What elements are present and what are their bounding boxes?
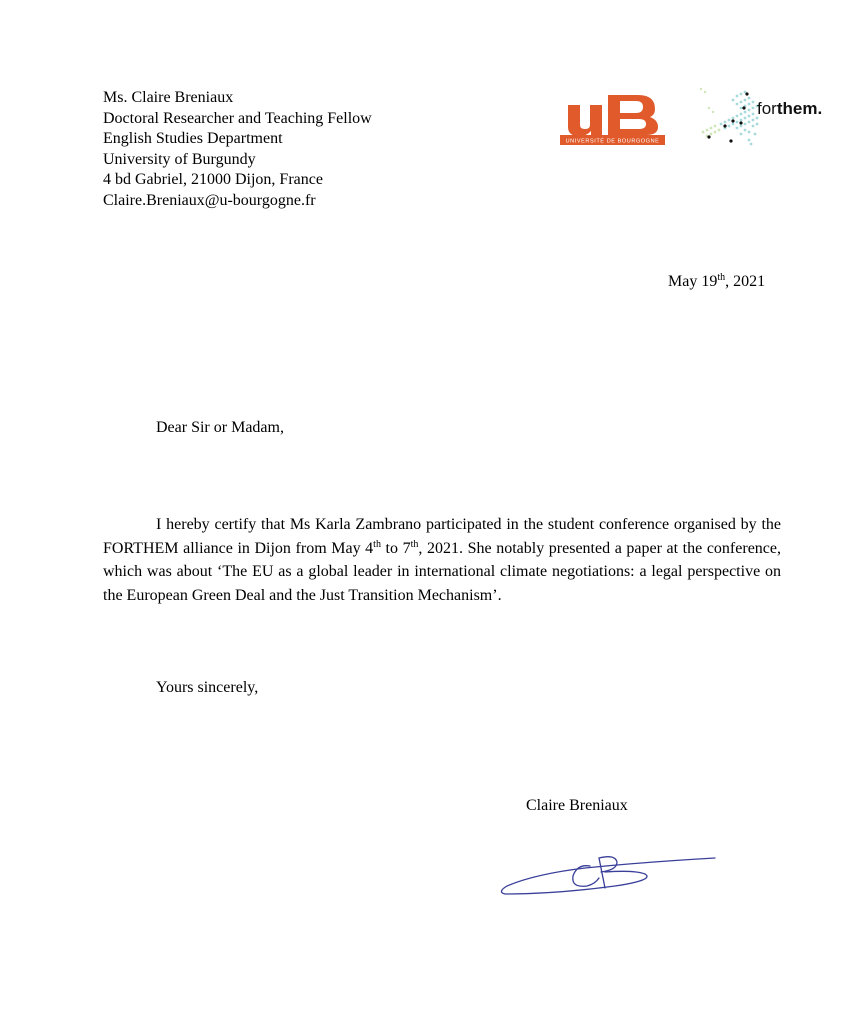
letter-date	[668, 273, 765, 291]
sender-name: Ms. Claire Breniaux	[103, 89, 234, 106]
closing: Yours sincerely,	[156, 679, 259, 696]
ub-logo-b	[608, 95, 658, 135]
sender-university: University of Burgundy	[103, 150, 256, 168]
sender-title: Doctoral Researcher and Teaching Fellow	[103, 109, 372, 127]
svg-text:UNIVERSITÉ DE BOURGOGNE: UNIVERSITÉ DE BOURGOGNE	[565, 138, 660, 145]
sender-email: Claire.Breniaux@u-bourgogne.fr	[103, 191, 316, 209]
university-of-burgundy-logo	[560, 95, 665, 147]
svg-text:forthem.: forthem.	[757, 99, 823, 118]
handwritten-signature	[495, 850, 720, 902]
salutation: Dear Sir or Madam,	[156, 419, 284, 436]
body-part-3: , 2021. She notably presented a paper at the conference, which was about ‘The EU as a global leader in international climate negotiations: a legal perspective on the European Green Deal and the Just Transition Mechanism’.	[103, 539, 781, 604]
sender-department: English Studies Department	[103, 130, 283, 147]
signature-c	[573, 866, 599, 887]
date-ordinal: th	[717, 272, 726, 283]
signature-swash	[501, 858, 715, 894]
sender-address: 4 bd Gabriel, 21000 Dijon, France	[103, 171, 323, 188]
body-ordinal-1: th	[373, 538, 381, 550]
sender-address-block	[103, 88, 372, 211]
letter-body	[103, 513, 781, 607]
date-year: , 2021	[725, 273, 766, 290]
body-ordinal-2: th	[410, 538, 419, 550]
body-part-2: to 7	[380, 539, 411, 557]
body-part-1: I hereby certify that Ms Karla Zambrano participated in the student conference organised by the FORTHEM alliance in Dijon from May 4	[103, 516, 781, 557]
signer-name: Claire Breniaux	[526, 797, 628, 814]
date-text: May 19	[668, 273, 718, 290]
ub-logo-u	[568, 105, 602, 136]
forthem-logo	[695, 84, 830, 154]
